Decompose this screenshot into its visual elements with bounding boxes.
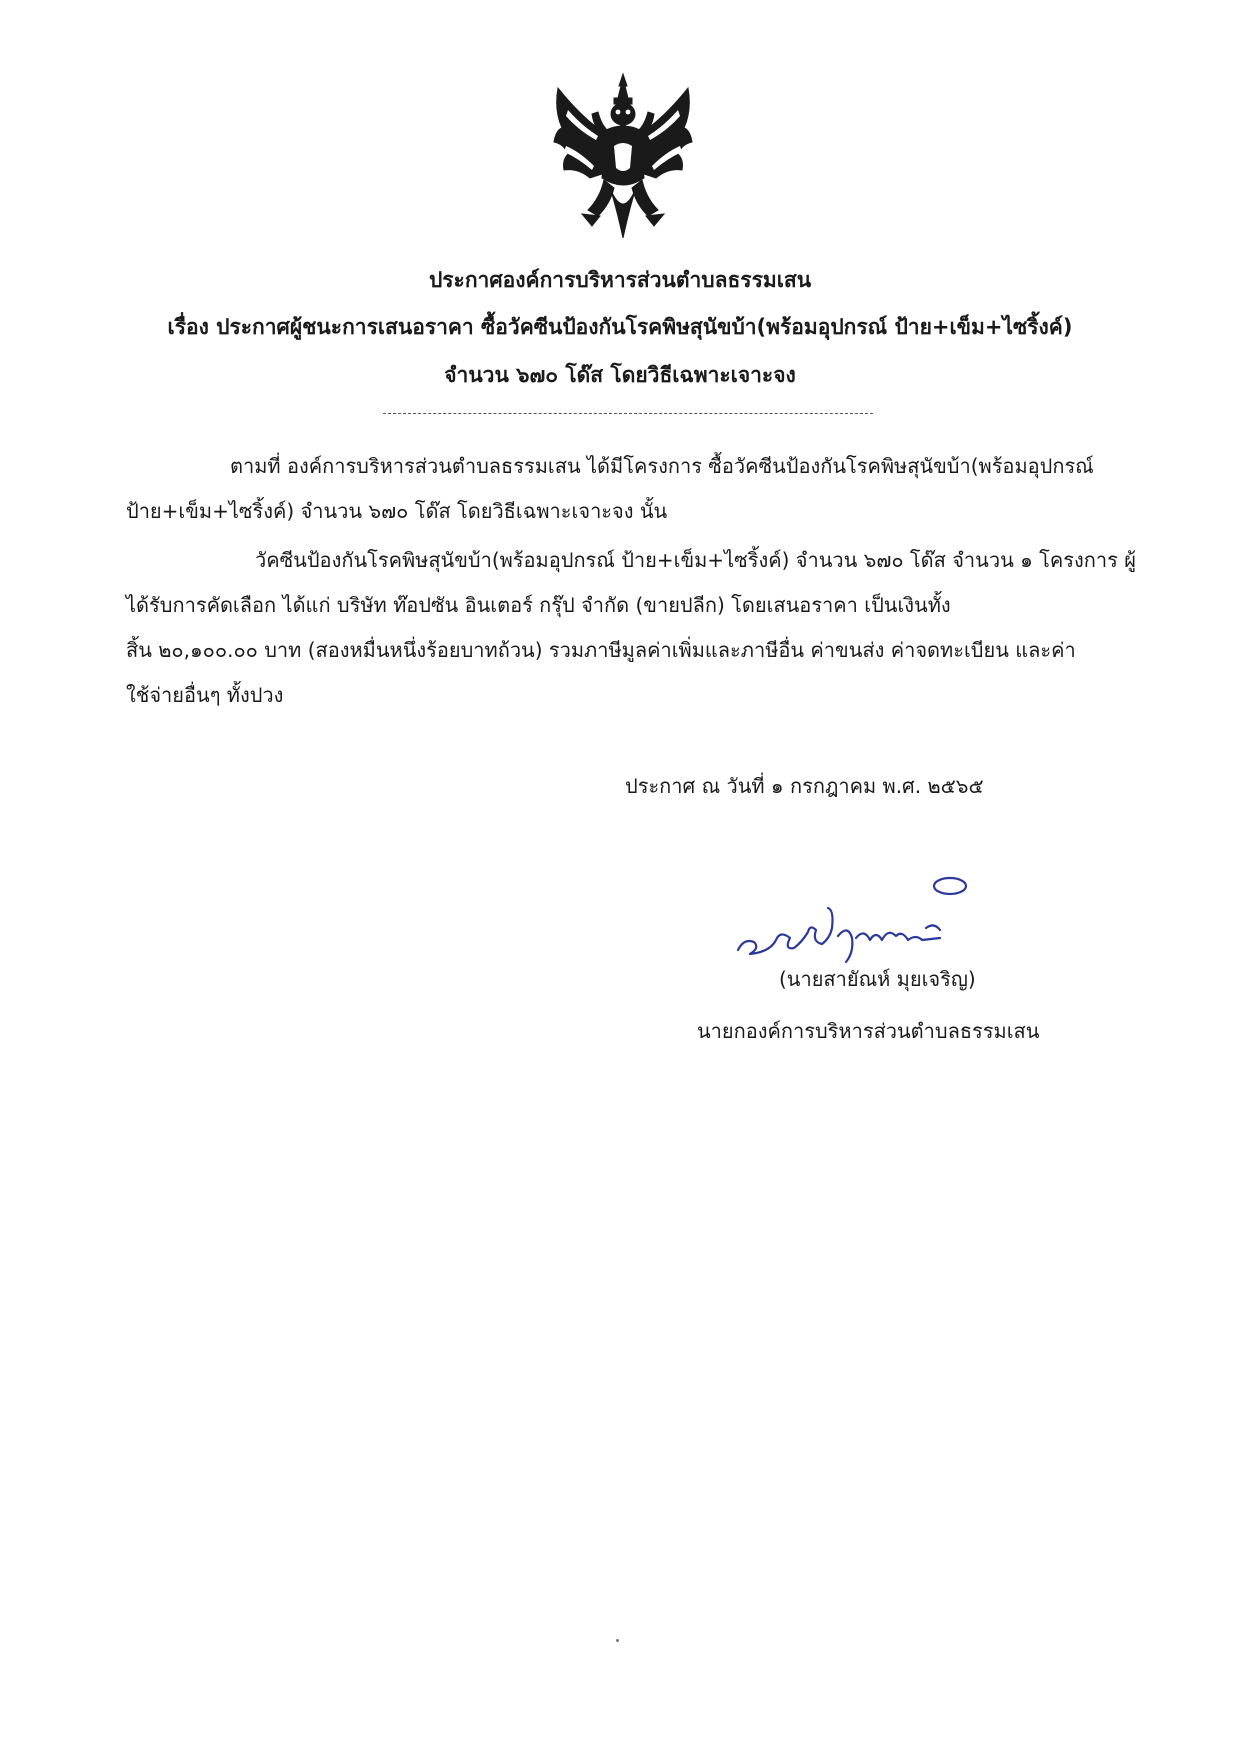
announcement-subject-continued: จำนวน ๖๗๐ โด๊ส โดยวิธีเฉพาะเจาะจง <box>444 363 796 387</box>
handwritten-signature <box>730 868 1010 968</box>
signer-position: นายกองค์การบริหารส่วนตำบลธรรมเสน <box>697 1019 1040 1043</box>
signer-name: (นายสายัณห์ มุยเจริญ) <box>779 967 976 991</box>
body-paragraph-2-line-1: วัคซีนป้องกันโรคพิษสุนัขบ้า(พร้อมอุปกรณ์ ป้าย+เข็ม+ไซริ้งค์) จำนวน ๖๗๐ โด๊ส จำนวน ๑ โครงการ ผู้ <box>255 548 1136 572</box>
announcement-date: ประกาศ ณ วันที่ ๑ กรกฎาคม พ.ศ. ๒๕๖๕ <box>625 774 984 798</box>
announcement-subject: เรื่อง ประกาศผู้ชนะการเสนอราคา ซื้อวัคซีนป้องกันโรคพิษสุนัขบ้า(พร้อมอุปกรณ์ ป้าย+เข็ม+ไซริ้งค์) <box>167 315 1073 339</box>
garuda-emblem-icon <box>548 70 698 245</box>
body-paragraph-1-line-1: ตามที่ องค์การบริหารส่วนตำบลธรรมเสน ได้มีโครงการ ซื้อวัคซีนป้องกันโรคพิษสุนัขบ้า(พร้อมอุปกรณ์ <box>230 454 1094 478</box>
announcement-issuer-title: ประกาศองค์การบริหารส่วนตำบลธรรมเสน <box>428 268 812 292</box>
body-paragraph-2-line-2: ได้รับการคัดเลือก ได้แก่ บริษัท ท๊อปซัน อินเตอร์ กรุ๊ป จำกัด (ขายปลีก) โดยเสนอราคา เป็นเงินทั้ง <box>126 593 951 617</box>
scan-speck <box>616 1639 619 1642</box>
body-paragraph-1-line-2: ป้าย+เข็ม+ไซริ้งค์) จำนวน ๖๗๐ โด๊ส โดยวิธีเฉพาะเจาะจง นั้น <box>126 499 668 523</box>
header-divider <box>383 413 873 414</box>
body-paragraph-2-line-4: ใช้จ่ายอื่นๆ ทั้งปวง <box>126 683 284 707</box>
body-paragraph-2-line-3: สิ้น ๒๐,๑๐๐.๐๐ บาท (สองหมื่นหนึ่งร้อยบาทถ้วน) รวมภาษีมูลค่าเพิ่มและภาษีอื่น ค่าขนส่ง ค่าจดทะเบียน และค่า <box>126 638 1076 662</box>
